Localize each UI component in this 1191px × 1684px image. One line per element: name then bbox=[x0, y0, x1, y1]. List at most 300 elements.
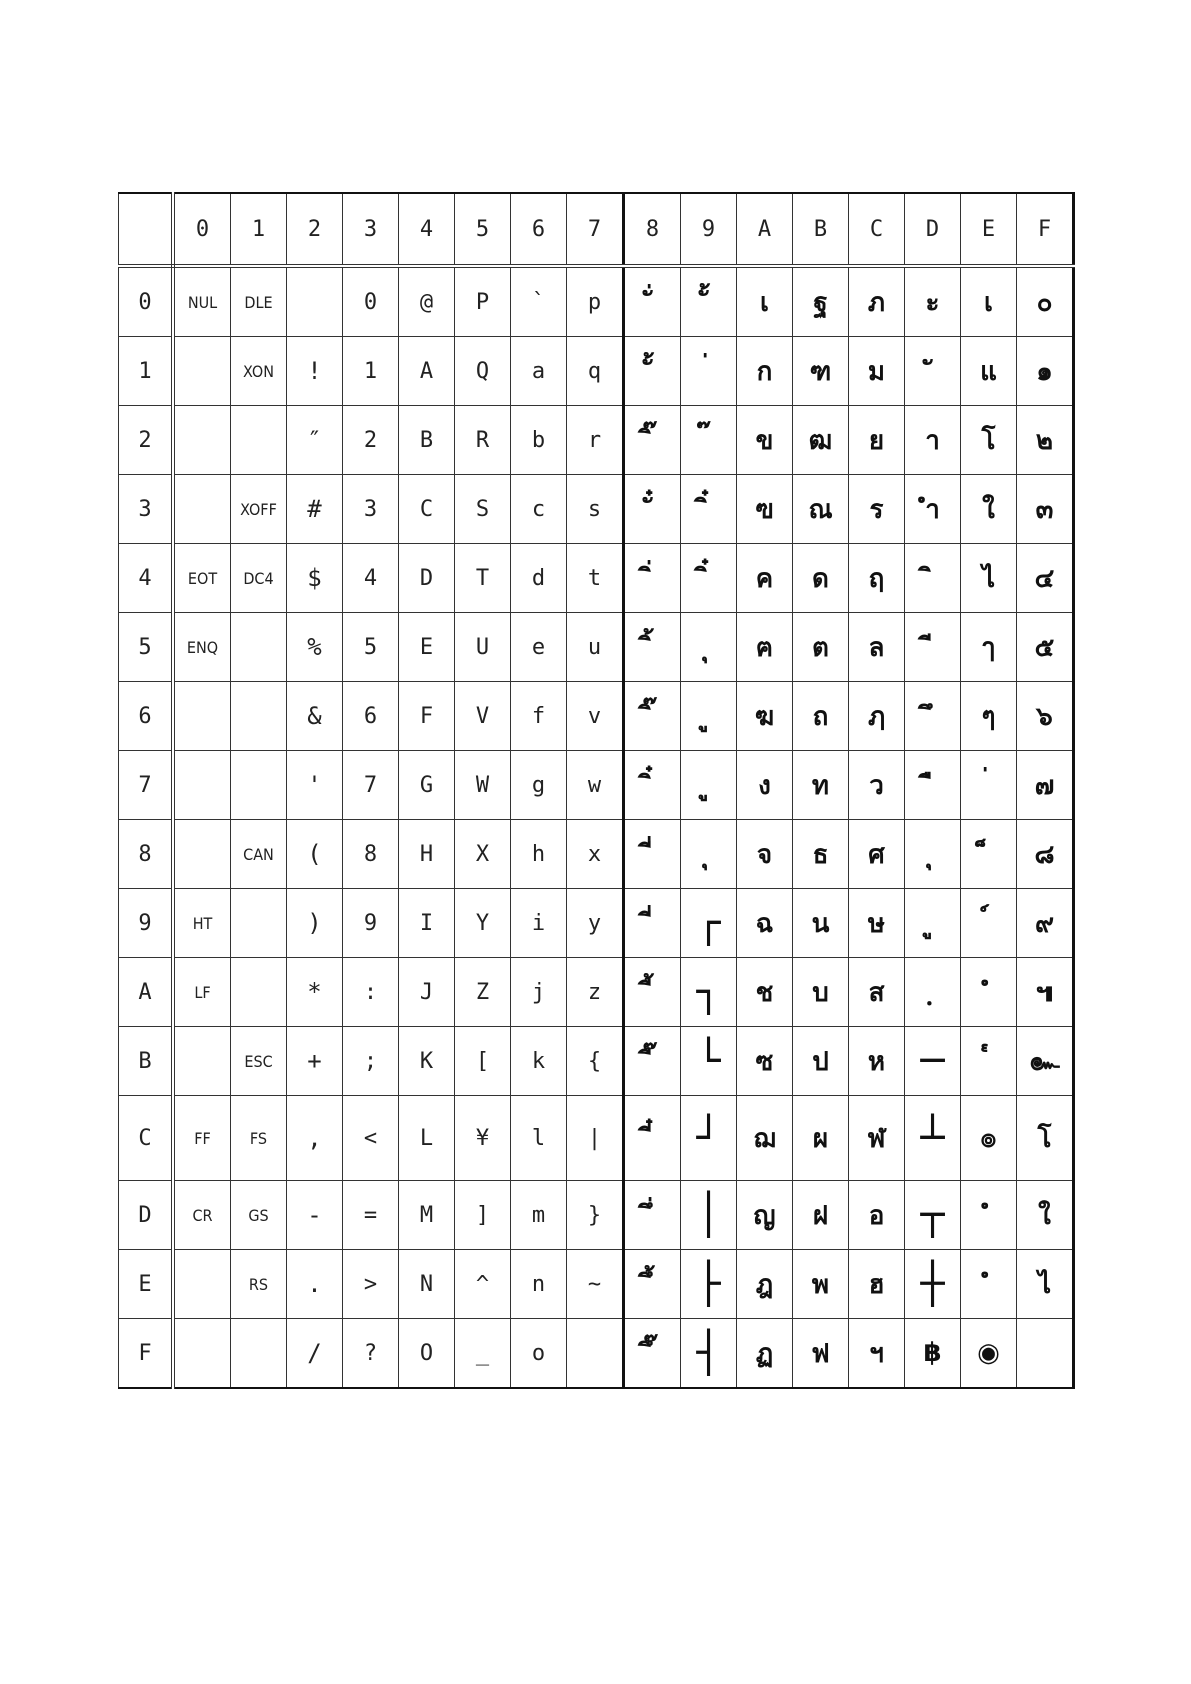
code-cell-CD: อ bbox=[849, 1181, 905, 1250]
code-cell-BA: บ bbox=[793, 958, 849, 1027]
code-cell-09: HT bbox=[173, 889, 231, 958]
code-cell-94 bbox=[681, 544, 737, 613]
code-cell-96 bbox=[681, 682, 737, 751]
code-cell-67: g bbox=[511, 751, 567, 820]
table-row bbox=[119, 889, 1074, 958]
code-cell-F8: ๘ bbox=[1017, 820, 1074, 889]
code-cell-7F bbox=[567, 1319, 624, 1389]
code-cell-BC: ผ bbox=[793, 1096, 849, 1181]
code-cell-4F: O bbox=[399, 1319, 455, 1389]
code-cell-7E: ~ bbox=[567, 1250, 624, 1319]
row-header-8: 8 bbox=[119, 820, 174, 889]
code-cell-D9 bbox=[905, 889, 961, 958]
code-cell-B4: ด bbox=[793, 544, 849, 613]
code-cell-C5: ล bbox=[849, 613, 905, 682]
code-cell-E1: แ bbox=[961, 337, 1017, 406]
column-header-2: 2 bbox=[287, 193, 343, 266]
code-cell-8C bbox=[624, 1096, 681, 1181]
row-header-2: 2 bbox=[119, 406, 174, 475]
code-cell-A6: ฆ bbox=[737, 682, 793, 751]
code-cell-10: DLE bbox=[231, 266, 287, 337]
code-cell-5E: ^ bbox=[455, 1250, 511, 1319]
code-cell-69: i bbox=[511, 889, 567, 958]
code-cell-42: B bbox=[399, 406, 455, 475]
row-header-5: 5 bbox=[119, 613, 174, 682]
code-cell-48: H bbox=[399, 820, 455, 889]
row-header-6: 6 bbox=[119, 682, 174, 751]
code-cell-18: CAN bbox=[231, 820, 287, 889]
code-cell-9D: │ bbox=[681, 1181, 737, 1250]
code-cell-D1 bbox=[905, 337, 961, 406]
code-cell-BE: พ bbox=[793, 1250, 849, 1319]
code-cell-76: v bbox=[567, 682, 624, 751]
code-cell-04: EOT bbox=[173, 544, 231, 613]
code-cell-E3: ใ bbox=[961, 475, 1017, 544]
code-cell-84 bbox=[624, 544, 681, 613]
table-row bbox=[119, 682, 1074, 751]
code-cell-AD: ญ bbox=[737, 1181, 793, 1250]
code-cell-6B: k bbox=[511, 1027, 567, 1096]
code-cell-46: F bbox=[399, 682, 455, 751]
code-cell-DB: ─ bbox=[905, 1027, 961, 1096]
code-cell-52: R bbox=[455, 406, 511, 475]
column-header-1: 1 bbox=[231, 193, 287, 266]
code-cell-F7: ๗ bbox=[1017, 751, 1074, 820]
code-cell-E5: ๅ bbox=[961, 613, 1017, 682]
table-row bbox=[119, 1250, 1074, 1319]
code-cell-49: I bbox=[399, 889, 455, 958]
code-cell-E4: ไ bbox=[961, 544, 1017, 613]
code-cell-6C: l bbox=[511, 1096, 567, 1181]
code-cell-91 bbox=[681, 337, 737, 406]
code-cell-C4: ฤ bbox=[849, 544, 905, 613]
row-header-0: 0 bbox=[119, 266, 174, 337]
code-cell-CB: ห bbox=[849, 1027, 905, 1096]
code-cell-B3: ณ bbox=[793, 475, 849, 544]
code-cell-A4: ค bbox=[737, 544, 793, 613]
code-cell-EC: ๏ bbox=[961, 1096, 1017, 1181]
code-cell-5F: _ bbox=[455, 1319, 511, 1389]
code-cell-E8 bbox=[961, 820, 1017, 889]
code-cell-63: c bbox=[511, 475, 567, 544]
code-cell-70: p bbox=[567, 266, 624, 337]
code-cell-1B: ESC bbox=[231, 1027, 287, 1096]
code-cell-47: G bbox=[399, 751, 455, 820]
row-header-7: 7 bbox=[119, 751, 174, 820]
code-cell-5A: Z bbox=[455, 958, 511, 1027]
code-cell-C1: ม bbox=[849, 337, 905, 406]
table-row bbox=[119, 1027, 1074, 1096]
table-row bbox=[119, 613, 1074, 682]
code-cell-D5 bbox=[905, 613, 961, 682]
code-cell-08 bbox=[173, 820, 231, 889]
table-row bbox=[119, 337, 1074, 406]
code-cell-AA: ช bbox=[737, 958, 793, 1027]
code-cell-23: # bbox=[287, 475, 343, 544]
code-cell-BB: ป bbox=[793, 1027, 849, 1096]
code-cell-D0: ะ bbox=[905, 266, 961, 337]
code-cell-97 bbox=[681, 751, 737, 820]
code-cell-21: ! bbox=[287, 337, 343, 406]
code-cell-B0: ฐ bbox=[793, 266, 849, 337]
code-cell-44: D bbox=[399, 544, 455, 613]
table-row bbox=[119, 1319, 1074, 1389]
code-cell-14: DC4 bbox=[231, 544, 287, 613]
code-cell-88 bbox=[624, 820, 681, 889]
code-cell-1C: FS bbox=[231, 1096, 287, 1181]
column-header-E: E bbox=[961, 193, 1017, 266]
code-cell-FA: ๚ bbox=[1017, 958, 1074, 1027]
row-header-C: C bbox=[119, 1096, 174, 1181]
code-cell-17 bbox=[231, 751, 287, 820]
row-header-E: E bbox=[119, 1250, 174, 1319]
code-cell-F6: ๖ bbox=[1017, 682, 1074, 751]
code-cell-A5: ฅ bbox=[737, 613, 793, 682]
code-cell-8F bbox=[624, 1319, 681, 1389]
code-cell-25: % bbox=[287, 613, 343, 682]
code-cell-B1: ฑ bbox=[793, 337, 849, 406]
code-cell-F0: ๐ bbox=[1017, 266, 1074, 337]
code-cell-BF: ฟ bbox=[793, 1319, 849, 1389]
code-cell-A2: ข bbox=[737, 406, 793, 475]
code-cell-ED bbox=[961, 1181, 1017, 1250]
code-cell-99: ┌ bbox=[681, 889, 737, 958]
code-cell-B6: ถ bbox=[793, 682, 849, 751]
code-cell-0A: LF bbox=[173, 958, 231, 1027]
code-cell-C8: ศ bbox=[849, 820, 905, 889]
code-cell-89 bbox=[624, 889, 681, 958]
code-cell-81 bbox=[624, 337, 681, 406]
code-cell-19 bbox=[231, 889, 287, 958]
code-cell-83 bbox=[624, 475, 681, 544]
code-cell-9C: ┘ bbox=[681, 1096, 737, 1181]
code-cell-F2: ๒ bbox=[1017, 406, 1074, 475]
code-cell-E7 bbox=[961, 751, 1017, 820]
code-cell-01 bbox=[173, 337, 231, 406]
code-cell-AF: ฏ bbox=[737, 1319, 793, 1389]
code-cell-59: Y bbox=[455, 889, 511, 958]
code-cell-85 bbox=[624, 613, 681, 682]
row-header-B: B bbox=[119, 1027, 174, 1096]
code-cell-DD: ┬ bbox=[905, 1181, 961, 1250]
code-cell-B7: ท bbox=[793, 751, 849, 820]
code-cell-95 bbox=[681, 613, 737, 682]
code-cell-F4: ๔ bbox=[1017, 544, 1074, 613]
code-cell-3C: < bbox=[343, 1096, 399, 1181]
column-header-F: F bbox=[1017, 193, 1074, 266]
code-cell-61: a bbox=[511, 337, 567, 406]
code-cell-73: s bbox=[567, 475, 624, 544]
code-cell-2F: / bbox=[287, 1319, 343, 1389]
code-cell-55: U bbox=[455, 613, 511, 682]
code-cell-93 bbox=[681, 475, 737, 544]
table-row bbox=[119, 751, 1074, 820]
code-cell-B2: ฒ bbox=[793, 406, 849, 475]
code-cell-41: A bbox=[399, 337, 455, 406]
column-header-row bbox=[119, 193, 1074, 266]
code-cell-77: w bbox=[567, 751, 624, 820]
row-header-3: 3 bbox=[119, 475, 174, 544]
table-row bbox=[119, 1181, 1074, 1250]
code-cell-D8 bbox=[905, 820, 961, 889]
code-cell-00: NUL bbox=[173, 266, 231, 337]
code-cell-EA bbox=[961, 958, 1017, 1027]
column-header-4: 4 bbox=[399, 193, 455, 266]
code-cell-0C: FF bbox=[173, 1096, 231, 1181]
code-cell-22: ″ bbox=[287, 406, 343, 475]
code-cell-C6: ฦ bbox=[849, 682, 905, 751]
code-cell-3F: ? bbox=[343, 1319, 399, 1389]
code-cell-36: 6 bbox=[343, 682, 399, 751]
code-cell-58: X bbox=[455, 820, 511, 889]
code-cell-F5: ๕ bbox=[1017, 613, 1074, 682]
code-cell-5D: ] bbox=[455, 1181, 511, 1250]
code-cell-57: W bbox=[455, 751, 511, 820]
code-cell-32: 2 bbox=[343, 406, 399, 475]
column-header-A: A bbox=[737, 193, 793, 266]
code-cell-9A: ┐ bbox=[681, 958, 737, 1027]
code-cell-FF bbox=[1017, 1319, 1074, 1389]
code-cell-45: E bbox=[399, 613, 455, 682]
code-cell-74: t bbox=[567, 544, 624, 613]
code-cell-50: P bbox=[455, 266, 511, 337]
code-cell-75: u bbox=[567, 613, 624, 682]
code-cell-A8: จ bbox=[737, 820, 793, 889]
row-header-F: F bbox=[119, 1319, 174, 1389]
code-cell-8B bbox=[624, 1027, 681, 1096]
code-cell-EB bbox=[961, 1027, 1017, 1096]
code-cell-11: XON bbox=[231, 337, 287, 406]
column-header-7: 7 bbox=[567, 193, 624, 266]
code-cell-92 bbox=[681, 406, 737, 475]
code-cell-20 bbox=[287, 266, 343, 337]
code-cell-EE bbox=[961, 1250, 1017, 1319]
code-cell-1D: GS bbox=[231, 1181, 287, 1250]
code-cell-0D: CR bbox=[173, 1181, 231, 1250]
table-row bbox=[119, 1096, 1074, 1181]
code-cell-BD: ฝ bbox=[793, 1181, 849, 1250]
column-header-5: 5 bbox=[455, 193, 511, 266]
code-cell-02 bbox=[173, 406, 231, 475]
code-cell-8A bbox=[624, 958, 681, 1027]
code-cell-D3: ำ bbox=[905, 475, 961, 544]
code-cell-FE: ไ bbox=[1017, 1250, 1074, 1319]
code-cell-38: 8 bbox=[343, 820, 399, 889]
code-cell-2A: * bbox=[287, 958, 343, 1027]
row-header-1: 1 bbox=[119, 337, 174, 406]
code-cell-B5: ต bbox=[793, 613, 849, 682]
code-cell-06 bbox=[173, 682, 231, 751]
code-cell-E6: ๆ bbox=[961, 682, 1017, 751]
code-cell-3A: : bbox=[343, 958, 399, 1027]
code-cell-AC: ฌ bbox=[737, 1096, 793, 1181]
code-cell-AE: ฎ bbox=[737, 1250, 793, 1319]
code-cell-40: @ bbox=[399, 266, 455, 337]
code-cell-1E: RS bbox=[231, 1250, 287, 1319]
code-cell-C3: ร bbox=[849, 475, 905, 544]
code-cell-26: & bbox=[287, 682, 343, 751]
code-cell-15 bbox=[231, 613, 287, 682]
code-cell-4C: L bbox=[399, 1096, 455, 1181]
code-cell-A1: ก bbox=[737, 337, 793, 406]
code-cell-A7: ง bbox=[737, 751, 793, 820]
code-cell-D4 bbox=[905, 544, 961, 613]
code-cell-CE: ฮ bbox=[849, 1250, 905, 1319]
code-cell-B8: ธ bbox=[793, 820, 849, 889]
code-cell-B9: น bbox=[793, 889, 849, 958]
code-cell-24: $ bbox=[287, 544, 343, 613]
code-cell-A3: ฃ bbox=[737, 475, 793, 544]
code-cell-DF: ฿ bbox=[905, 1319, 961, 1389]
code-cell-79: y bbox=[567, 889, 624, 958]
code-cell-4E: N bbox=[399, 1250, 455, 1319]
column-header-B: B bbox=[793, 193, 849, 266]
code-cell-51: Q bbox=[455, 337, 511, 406]
code-cell-9B: └ bbox=[681, 1027, 737, 1096]
column-header-C: C bbox=[849, 193, 905, 266]
table-row bbox=[119, 820, 1074, 889]
code-cell-3E: > bbox=[343, 1250, 399, 1319]
code-cell-DA bbox=[905, 958, 961, 1027]
code-cell-E0: เ bbox=[961, 266, 1017, 337]
code-cell-27: ' bbox=[287, 751, 343, 820]
code-cell-7D: } bbox=[567, 1181, 624, 1250]
code-cell-FD: ใ bbox=[1017, 1181, 1074, 1250]
code-cell-28: ( bbox=[287, 820, 343, 889]
code-cell-66: f bbox=[511, 682, 567, 751]
code-cell-33: 3 bbox=[343, 475, 399, 544]
code-cell-D7 bbox=[905, 751, 961, 820]
code-cell-F3: ๓ bbox=[1017, 475, 1074, 544]
code-cell-29: ) bbox=[287, 889, 343, 958]
code-cell-C0: ภ bbox=[849, 266, 905, 337]
code-cell-6F: o bbox=[511, 1319, 567, 1389]
code-cell-68: h bbox=[511, 820, 567, 889]
code-cell-CF: ฯ bbox=[849, 1319, 905, 1389]
code-cell-31: 1 bbox=[343, 337, 399, 406]
code-cell-E2: โ bbox=[961, 406, 1017, 475]
code-cell-37: 7 bbox=[343, 751, 399, 820]
code-cell-E9 bbox=[961, 889, 1017, 958]
code-cell-0F bbox=[173, 1319, 231, 1389]
code-cell-03 bbox=[173, 475, 231, 544]
code-cell-90 bbox=[681, 266, 737, 337]
code-cell-4D: M bbox=[399, 1181, 455, 1250]
code-cell-CA: ส bbox=[849, 958, 905, 1027]
code-cell-4B: K bbox=[399, 1027, 455, 1096]
code-cell-43: C bbox=[399, 475, 455, 544]
code-cell-0E bbox=[173, 1250, 231, 1319]
column-header-9: 9 bbox=[681, 193, 737, 266]
column-header-6: 6 bbox=[511, 193, 567, 266]
code-cell-D6 bbox=[905, 682, 961, 751]
code-cell-53: S bbox=[455, 475, 511, 544]
code-cell-2B: + bbox=[287, 1027, 343, 1096]
code-cell-0B bbox=[173, 1027, 231, 1096]
code-cell-54: T bbox=[455, 544, 511, 613]
code-cell-EF: ◉ bbox=[961, 1319, 1017, 1389]
table-row bbox=[119, 475, 1074, 544]
code-cell-6E: n bbox=[511, 1250, 567, 1319]
code-cell-8E bbox=[624, 1250, 681, 1319]
code-cell-6D: m bbox=[511, 1181, 567, 1250]
code-cell-3B: ; bbox=[343, 1027, 399, 1096]
code-cell-1F bbox=[231, 1319, 287, 1389]
column-header-0: 0 bbox=[173, 193, 231, 266]
code-cell-FB: ๛ bbox=[1017, 1027, 1074, 1096]
code-cell-30: 0 bbox=[343, 266, 399, 337]
code-cell-C9: ษ bbox=[849, 889, 905, 958]
column-header-8: 8 bbox=[624, 193, 681, 266]
code-cell-05: ENQ bbox=[173, 613, 231, 682]
corner-cell bbox=[119, 193, 174, 266]
column-header-D: D bbox=[905, 193, 961, 266]
code-cell-72: r bbox=[567, 406, 624, 475]
row-header-9: 9 bbox=[119, 889, 174, 958]
code-cell-A0: เ bbox=[737, 266, 793, 337]
code-cell-98 bbox=[681, 820, 737, 889]
row-header-4: 4 bbox=[119, 544, 174, 613]
code-cell-5C: ¥ bbox=[455, 1096, 511, 1181]
table-row bbox=[119, 958, 1074, 1027]
code-cell-60: ` bbox=[511, 266, 567, 337]
code-cell-FC: โ bbox=[1017, 1096, 1074, 1181]
code-cell-8D bbox=[624, 1181, 681, 1250]
code-cell-62: b bbox=[511, 406, 567, 475]
code-cell-64: d bbox=[511, 544, 567, 613]
code-cell-F1: ๑ bbox=[1017, 337, 1074, 406]
code-cell-7A: z bbox=[567, 958, 624, 1027]
code-cell-07 bbox=[173, 751, 231, 820]
code-cell-DE: ┼ bbox=[905, 1250, 961, 1319]
code-cell-A9: ฉ bbox=[737, 889, 793, 958]
code-cell-16 bbox=[231, 682, 287, 751]
code-cell-80 bbox=[624, 266, 681, 337]
code-cell-65: e bbox=[511, 613, 567, 682]
code-cell-9E: ├ bbox=[681, 1250, 737, 1319]
code-cell-5B: [ bbox=[455, 1027, 511, 1096]
code-cell-12 bbox=[231, 406, 287, 475]
code-cell-1A bbox=[231, 958, 287, 1027]
row-header-D: D bbox=[119, 1181, 174, 1250]
row-header-A: A bbox=[119, 958, 174, 1027]
table-row bbox=[119, 266, 1074, 337]
code-cell-2C: , bbox=[287, 1096, 343, 1181]
code-cell-78: x bbox=[567, 820, 624, 889]
code-cell-35: 5 bbox=[343, 613, 399, 682]
code-cell-C7: ว bbox=[849, 751, 905, 820]
code-cell-13: XOFF bbox=[231, 475, 287, 544]
code-cell-6A: j bbox=[511, 958, 567, 1027]
code-cell-DC: ┴ bbox=[905, 1096, 961, 1181]
code-cell-82 bbox=[624, 406, 681, 475]
code-cell-39: 9 bbox=[343, 889, 399, 958]
code-cell-9F: ┤ bbox=[681, 1319, 737, 1389]
code-cell-2D: - bbox=[287, 1181, 343, 1250]
code-cell-56: V bbox=[455, 682, 511, 751]
code-cell-3D: = bbox=[343, 1181, 399, 1250]
code-cell-4A: J bbox=[399, 958, 455, 1027]
code-cell-7B: { bbox=[567, 1027, 624, 1096]
code-cell-C2: ย bbox=[849, 406, 905, 475]
code-cell-F9: ๙ bbox=[1017, 889, 1074, 958]
code-cell-87 bbox=[624, 751, 681, 820]
code-cell-AB: ซ bbox=[737, 1027, 793, 1096]
code-cell-34: 4 bbox=[343, 544, 399, 613]
table-row bbox=[119, 406, 1074, 475]
code-cell-7C: | bbox=[567, 1096, 624, 1181]
table-row bbox=[119, 544, 1074, 613]
